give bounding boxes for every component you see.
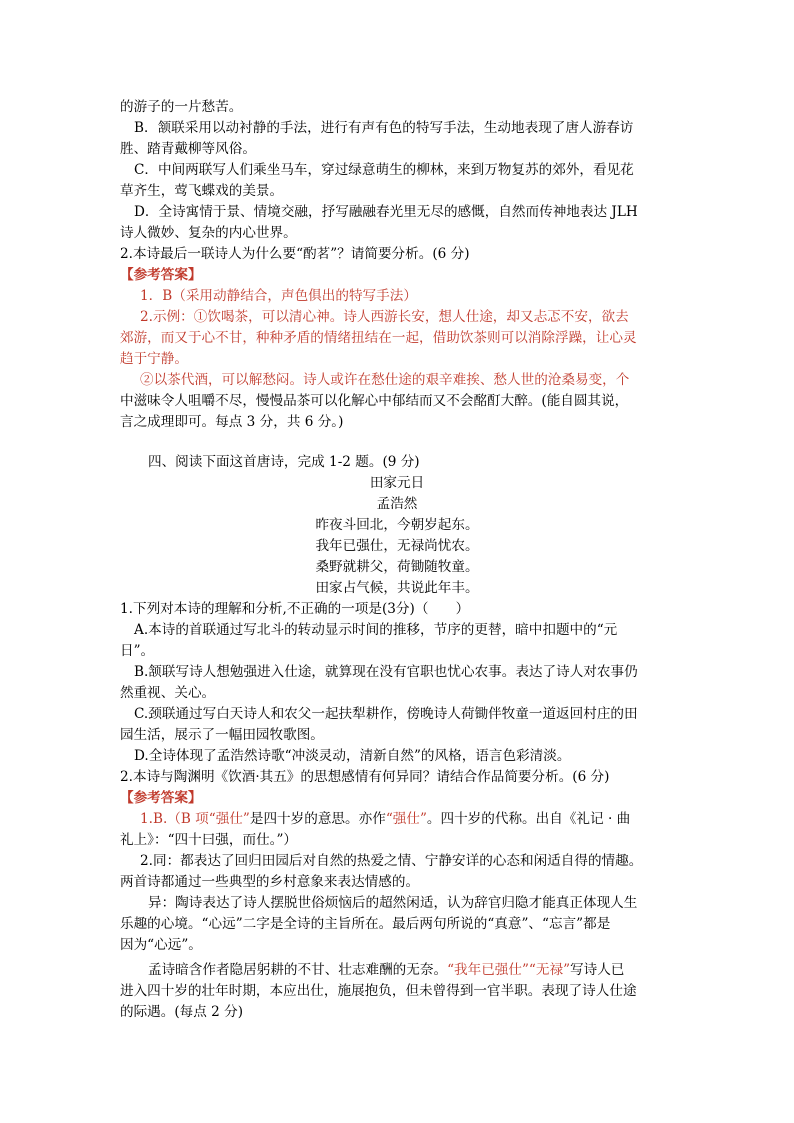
text-line: 日”。 xyxy=(120,643,155,659)
answer-line: ②以茶代酒，可以解愁闷。诗人或许在愁仕途的艰辛难挨、愁人世的沧桑易变，个 xyxy=(140,372,630,388)
answer-3 xyxy=(148,960,624,980)
answer-line: 2.示例：①饮喝茶，可以清心神。诗人西游长安，想人仕途，却又忐忑不安，欲去 xyxy=(140,309,629,325)
answer-heading: 【参考答案】 xyxy=(120,790,202,806)
highlight-term: “强仕” xyxy=(385,811,427,827)
answer-line: 趋于宁静。 xyxy=(120,351,188,367)
answer-line: 乐趣的心境。“心远”二字是全诗的主旨所在。最后两句所说的“真意”、“忘言”都是 xyxy=(120,916,611,932)
section-intro: 四、阅读下面这首唐诗，完成 1-2 题。(9 分) xyxy=(148,454,420,470)
answer-1 xyxy=(140,809,630,829)
poem-line: 昨夜斗回北，今朝岁起东。 xyxy=(315,517,479,533)
answer-text: 。四十岁的代称。出自《礼记 · 曲 xyxy=(426,811,631,827)
answer-text: 写诗人已 xyxy=(570,962,625,978)
answer-line: 的际遇。(每点 2 分) xyxy=(120,1004,244,1020)
text-line: 然重视、关心。 xyxy=(120,685,216,701)
answer-line: 郊游，而又于心不甘，种种矛盾的情绪扭结在一起，借助饮茶则可以消除浮躁，让心灵 xyxy=(120,330,637,346)
text-line: 的游子的一片愁苦。 xyxy=(120,99,243,115)
option-b: B．颔联采用以动衬静的手法，进行有声有色的特写手法，生动地表现了唐人游春访 xyxy=(134,120,634,136)
answer-heading: 【参考答案】 xyxy=(120,267,202,283)
poem-line: 田家占气候，共说此年丰。 xyxy=(315,580,479,596)
answer-1-cont: 礼上》：“四十曰强，而仕。”） xyxy=(120,832,298,848)
option-c: C．中间两联写人们乘坐马车，穿过绿意萌生的柳林，来到万物复苏的郊外，看见花 xyxy=(134,162,634,178)
text-line: 草齐生，莺飞蝶戏的美景。 xyxy=(120,183,284,199)
answer-text: 是四十岁的意思。亦作 xyxy=(249,811,386,827)
poem-title: 田家元日 xyxy=(369,475,425,491)
answer-line: 因为“心远”。 xyxy=(120,937,202,953)
answer-line: 两首诗都通过一些典型的乡村意象来表达情感的。 xyxy=(120,874,420,890)
text-line: 园生活，展示了一幅田园牧歌图。 xyxy=(120,727,324,743)
answer-line: 中滋味令人咀嚼不尽，慢慢品茶可以化解心中郁结而又不会酩酊大醉。(能自圆其说， xyxy=(120,393,629,409)
highlight-term: “我年已强仕”“无禄” xyxy=(447,962,571,978)
text-line: 胜、踏青戴柳等风俗。 xyxy=(120,141,256,157)
answer-line: 1．B（采用动静结合，声色俱出的特写手法） xyxy=(140,288,417,304)
answer-line: 异：陶诗表达了诗人摆脱世俗烦恼后的超然闲适，认为辞官归隐才能真正体现人生 xyxy=(148,895,638,911)
option-a: A.本诗的首联通过写北斗的转动显示时间的推移，节序的更替，暗中扣题中的“元 xyxy=(134,622,618,638)
answer-line: 进入四十岁的壮年时期，本应出仕，施展抱负，但未曾得到一官半职。表现了诗人仕途 xyxy=(120,983,637,999)
answer-text: 1.B.（B 项 xyxy=(140,811,209,827)
poem-author: 孟浩然 xyxy=(376,496,418,512)
question-2: 2.本诗最后一联诗人为什么要“酌茗”？请简要分析。(6 分) xyxy=(120,246,470,262)
option-b: B.颔联写诗人想勉强进入仕途，就算现在没有官职也忧心农事。表达了诗人对农事仍 xyxy=(134,664,638,680)
option-d: D.全诗体现了孟浩然诗歌“冲淡灵动，清新自然”的风格，语言色彩清淡。 xyxy=(134,748,571,764)
poem-line: 桑野就耕父，荷锄随牧童。 xyxy=(315,559,479,575)
option-d: D．全诗寓情于景、情境交融，抒写融融春光里无尽的感慨，自然而传神地表达 JLH xyxy=(134,204,638,220)
highlight-term: “强仕” xyxy=(208,811,250,827)
answer-2: 2.同：都表达了回归田园后对自然的热爱之情、宁静安详的心态和闲适自得的情趣。 xyxy=(140,853,643,869)
answer-text: 孟诗暗含作者隐居躬耕的不甘、壮志难酬的无奈。 xyxy=(148,962,448,978)
poem-line: 我年已强仕，无禄尚忧农。 xyxy=(315,538,479,554)
text-line: 诗人微妙、复杂的内心世界。 xyxy=(120,225,297,241)
option-c: C.颈联通过写白天诗人和农父一起扶犁耕作，傍晚诗人荷锄伴牧童一道返回村庄的田 xyxy=(134,706,638,722)
answer-line: 言之成理即可。每点 3 分，共 6 分。) xyxy=(120,414,344,430)
question-2: 2.本诗与陶渊明《饮酒·其五》的思想感情有何异同？请结合作品简要分析。(6 分) xyxy=(120,769,610,785)
question-1: 1.下列对本诗的理解和分析,不正确的一项是(3分)（ ） xyxy=(120,601,470,617)
